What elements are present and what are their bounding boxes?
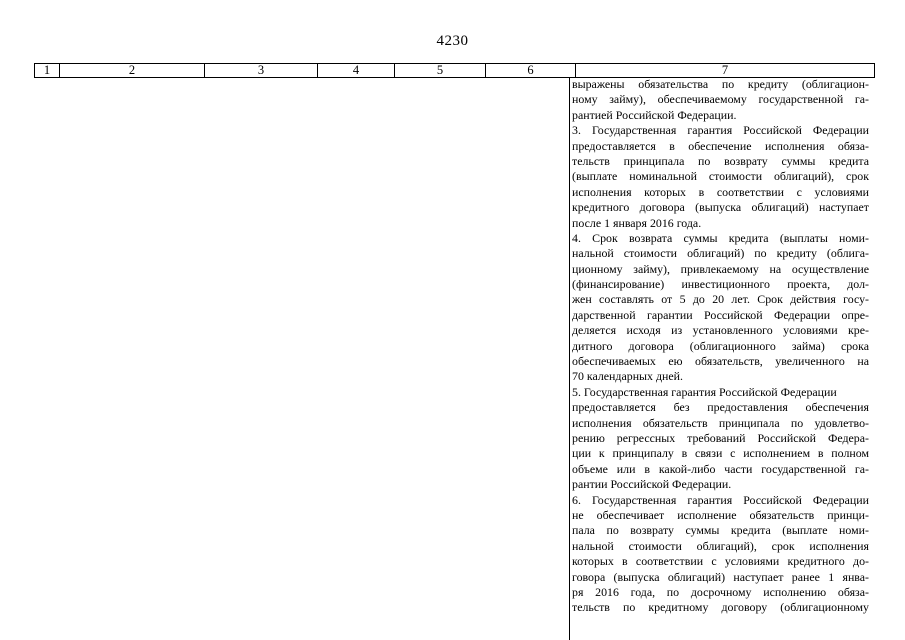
text-line: жен составлять от 5 до 20 лет. Срок действия госу-: [572, 292, 869, 307]
text-line: нальной стоимости облигаций) по кредиту (облига-: [572, 246, 869, 261]
text-line: не обеспечивает исполнение обязательств принци-: [572, 507, 869, 522]
text-line: кредитного договора (выпуска облигаций) наступает: [572, 200, 869, 215]
text-line: нальной стоимости облигаций), срок исполнения: [572, 538, 869, 553]
text-line: рантии Российской Федерации.: [572, 477, 732, 492]
column-header-7: 7: [576, 64, 875, 78]
column-header-4: 4: [318, 64, 395, 78]
column-header-6: 6: [486, 64, 576, 78]
text-line: говора (выпуска облигаций) наступает ранее 1 янва-: [572, 569, 869, 584]
column-7-body: [569, 77, 869, 640]
text-line: предоставляется в обеспечение исполнения обяза-: [572, 138, 869, 153]
text-line: исполнения обязательств принципала по удовлетво-: [572, 415, 869, 430]
text-line: 5. Государственная гарантия Российской Федерации: [572, 384, 837, 399]
text-line: рантией Российской Федерации.: [572, 107, 737, 122]
text-line: выражены обязательства по кредиту (облигацион-: [572, 77, 869, 91]
column-header-3: 3: [205, 64, 318, 78]
text-line: ному займу), обеспечиваемому государственной га-: [572, 92, 869, 107]
table-header-row: [34, 63, 875, 78]
column-header-2: 2: [60, 64, 205, 78]
text-line: обеспечиваемых ею обязательств, увеличенного на: [572, 354, 869, 369]
text-line: (выплате номинальной стоимости облигаций), срок: [572, 169, 869, 184]
text-line: которых в соответствии с условиями кредитного до-: [572, 554, 869, 569]
text-line: рению регрессных требований Российской Федера-: [572, 430, 869, 445]
column-header-1: 1: [35, 64, 60, 78]
text-line: дарственной гарантии Российской Федерации опре-: [572, 307, 869, 322]
text-line: тельств по кредитному договору (облигационному: [572, 600, 869, 615]
text-line: 6. Государственная гарантия Российской Федерации: [572, 492, 869, 507]
column-header-5: 5: [395, 64, 486, 78]
text-line: ционному займу), привлекаемому на осуществление: [572, 261, 869, 276]
text-line: ции к принципалу в связи с исполнением в полном: [572, 446, 869, 461]
text-line: объеме или в какой-либо части государственной га-: [572, 461, 869, 476]
text-line: после 1 января 2016 года.: [572, 215, 702, 230]
column-7-text: [570, 77, 869, 616]
text-line: пала по возврату суммы кредита (выплате номи-: [572, 523, 869, 538]
text-line: предоставляется без предоставления обеспечения: [572, 400, 869, 415]
text-line: 70 календарных дней.: [572, 369, 683, 384]
text-line: деляется исходя из установленного условиями кре-: [572, 323, 869, 338]
page-number: 4230: [436, 33, 469, 49]
text-line: тельств принципала по возврату суммы кредита: [572, 153, 869, 168]
text-line: (финансирование) инвестиционного проекта, дол-: [572, 277, 869, 292]
text-line: 4. Срок возврата суммы кредита (выплаты номи-: [572, 230, 869, 245]
text-line: исполнения которых в соответствии с условиями: [572, 184, 869, 199]
text-line: ря 2016 года, по досрочному исполнению обяза-: [572, 584, 869, 599]
text-line: 3. Государственная гарантия Российской Федерации: [572, 123, 869, 138]
text-line: дитного договора (облигационного займа) срока: [572, 338, 869, 353]
